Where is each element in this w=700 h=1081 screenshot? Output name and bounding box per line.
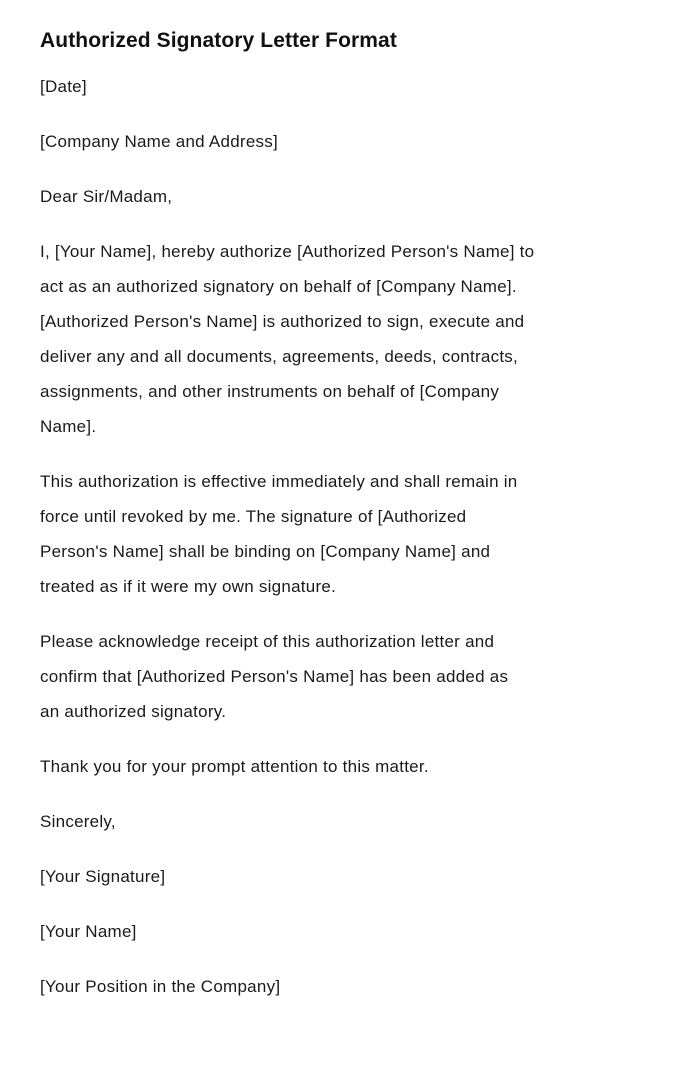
text-line: force until revoked by me. The signature of [Authorized <box>40 507 467 526</box>
text-line: [Your Signature] <box>40 867 166 886</box>
text-line: deliver any and all documents, agreements, deeds, contracts, <box>40 347 519 366</box>
paragraph-body-1 <box>40 234 660 444</box>
text-line: Person's Name] shall be binding on [Company Name] and <box>40 542 491 561</box>
text-line: treated as if it were my own signature. <box>40 577 337 596</box>
page-title: Authorized Signatory Letter Format <box>40 29 397 52</box>
paragraph-body-2 <box>40 464 660 604</box>
text-line: Name]. <box>40 417 97 436</box>
text-line: Dear Sir/Madam, <box>40 187 173 206</box>
paragraph-date <box>40 69 660 104</box>
text-line: I, [Your Name], hereby authorize [Authorized Person's Name] to <box>40 242 535 261</box>
paragraph-name <box>40 914 660 949</box>
paragraph-body-3 <box>40 624 660 729</box>
text-line: [Your Name] <box>40 922 137 941</box>
text-line: [Company Name and Address] <box>40 132 279 151</box>
letter-document <box>0 28 700 1004</box>
paragraph-company <box>40 124 660 159</box>
text-line: Thank you for your prompt attention to this matter. <box>40 757 429 776</box>
text-line: [Your Position in the Company] <box>40 977 281 996</box>
text-line: This authorization is effective immediately and shall remain in <box>40 472 518 491</box>
text-line: an authorized signatory. <box>40 702 227 721</box>
paragraph-signature <box>40 859 660 894</box>
paragraph-closing <box>40 749 660 784</box>
text-line: [Date] <box>40 77 87 96</box>
text-line: Sincerely, <box>40 812 116 831</box>
text-line: act as an authorized signatory on behalf of [Company Name]. <box>40 277 517 296</box>
paragraph-sincerely <box>40 804 660 839</box>
text-line: Please acknowledge receipt of this authorization letter and <box>40 632 495 651</box>
text-line: [Authorized Person's Name] is authorized to sign, execute and <box>40 312 525 331</box>
paragraph-position <box>40 969 660 1004</box>
text-line: assignments, and other instruments on behalf of [Company <box>40 382 500 401</box>
paragraph-salutation <box>40 179 660 214</box>
text-line: confirm that [Authorized Person's Name] has been added as <box>40 667 509 686</box>
